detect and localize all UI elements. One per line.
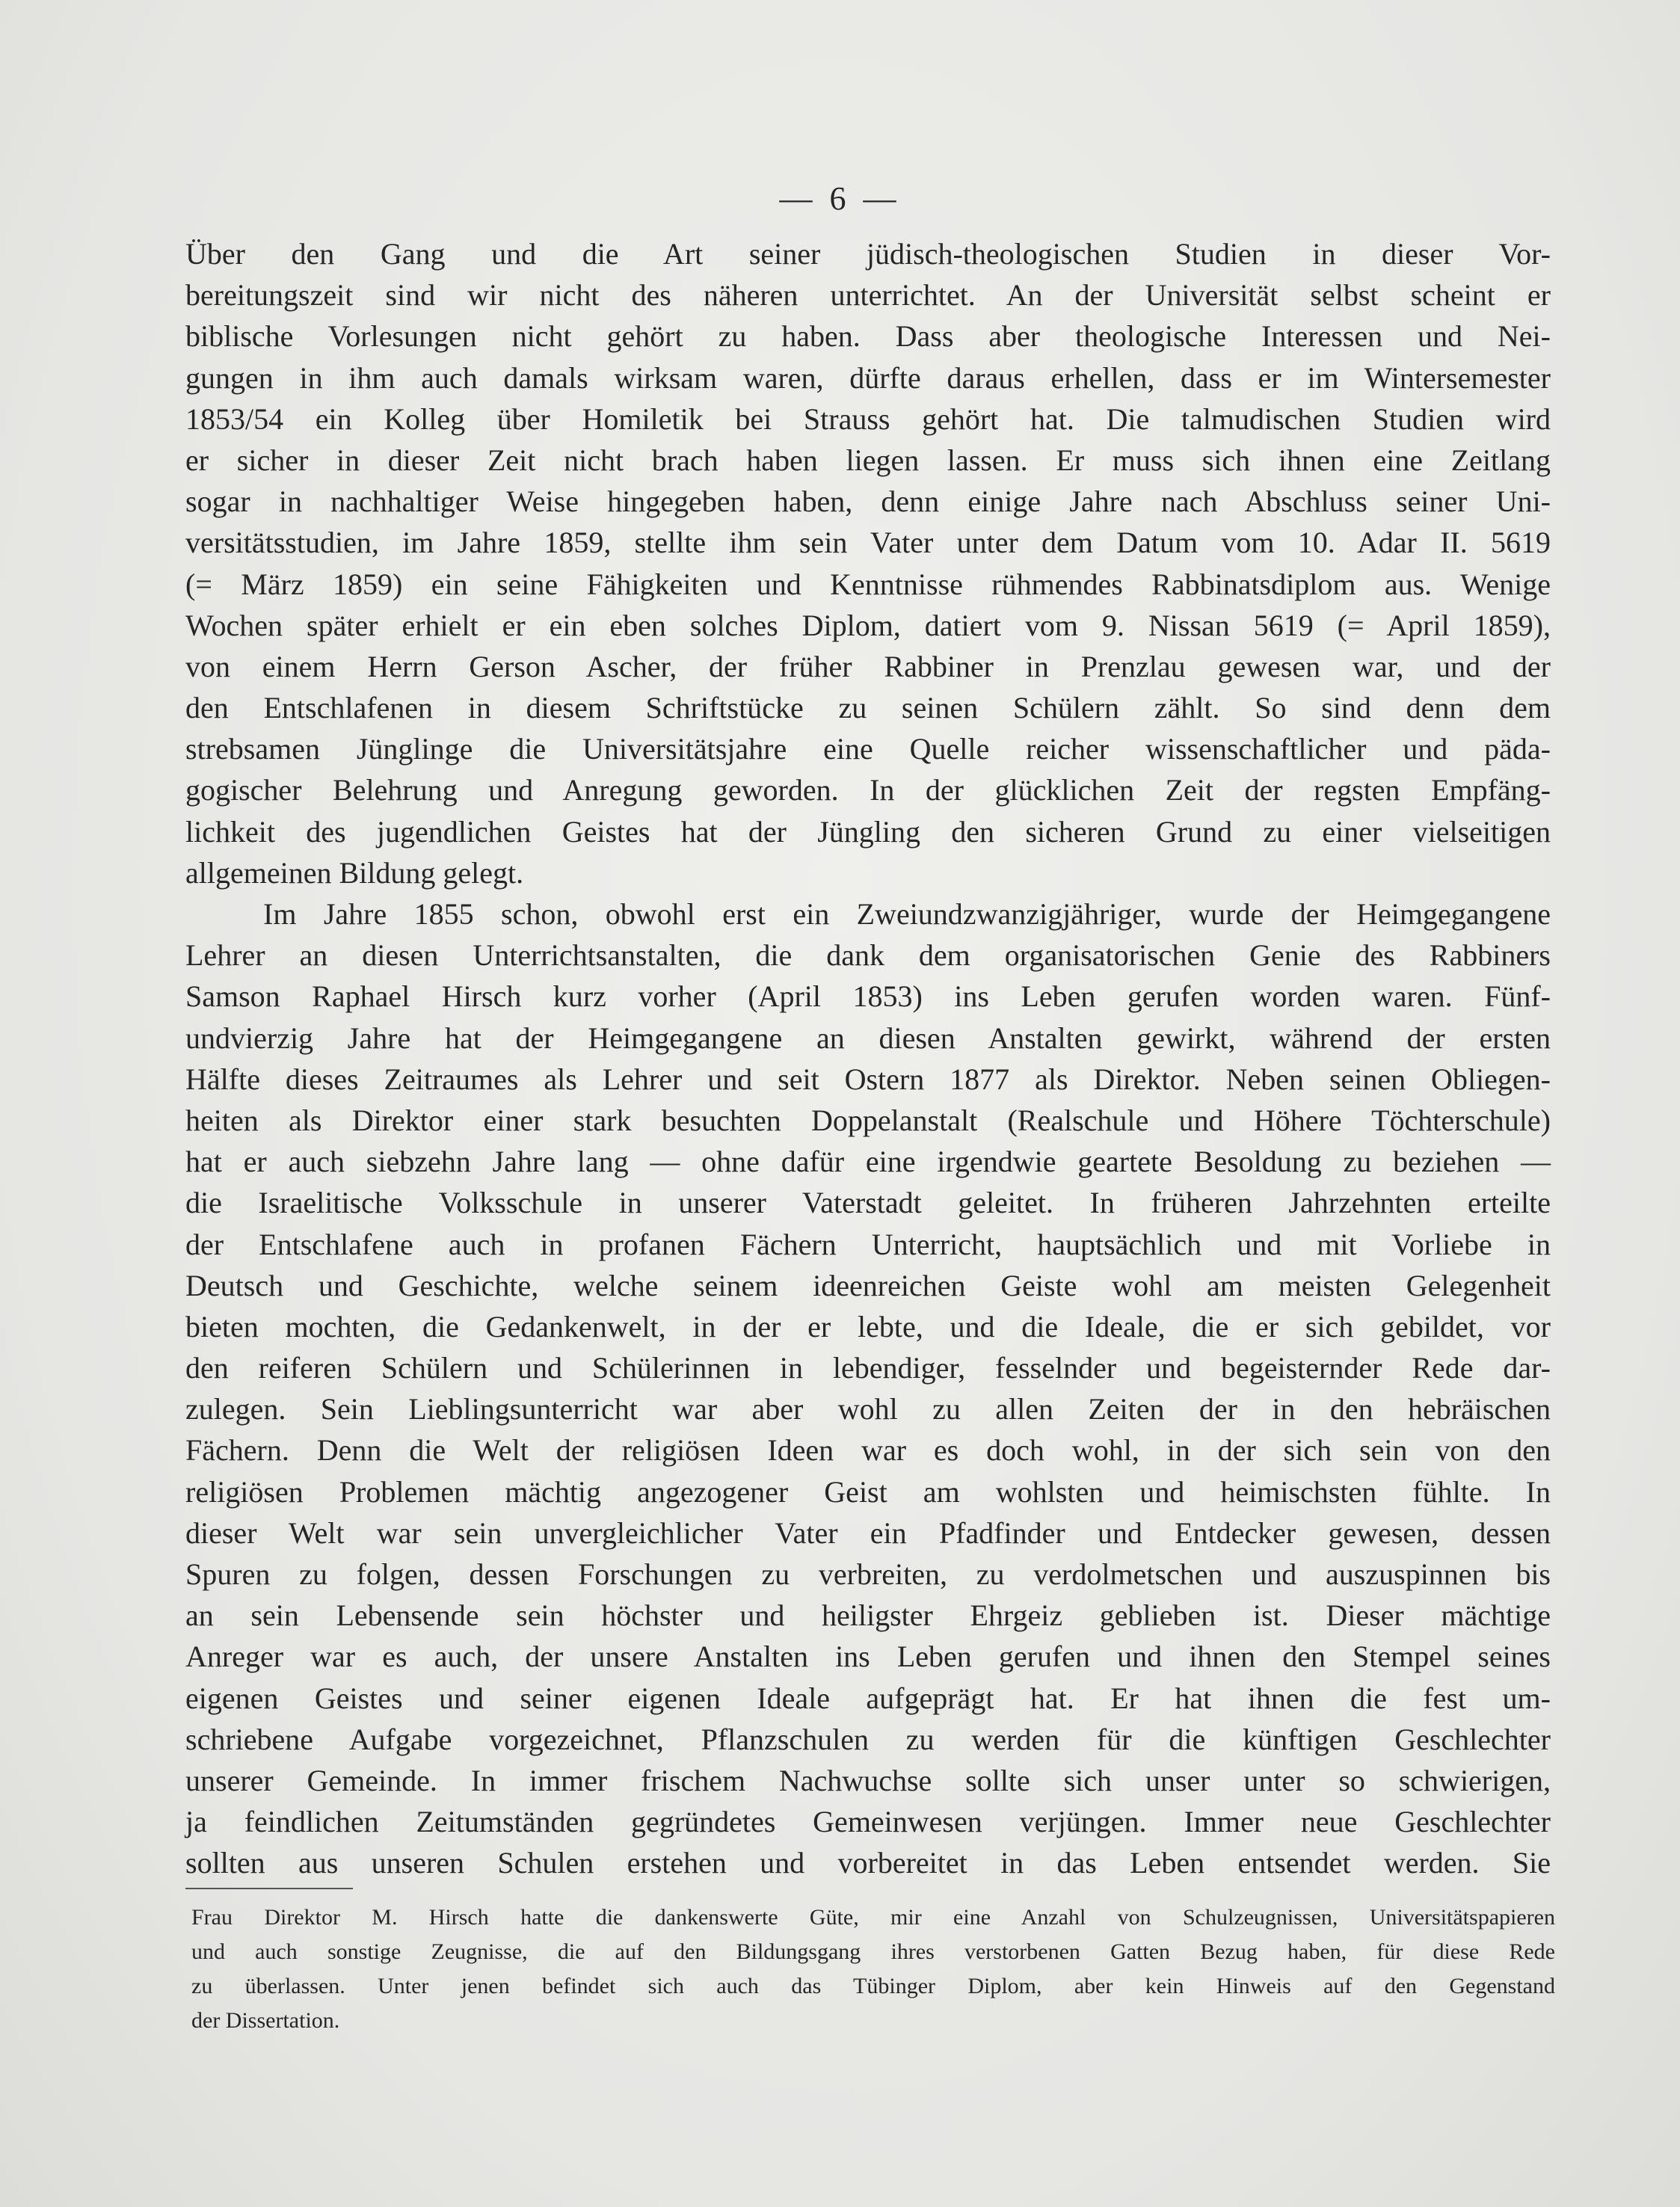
text-line: ja feindlichen Zeitumständen gegründetes Gemeinwesen verjüngen. Immer neue Geschlechter (185, 1805, 1551, 1839)
text-line: biblische Vorlesungen nicht gehört zu haben. Dass aber theologische Interessen und Nei- (185, 319, 1551, 354)
text-line: den reiferen Schülern und Schülerinnen in lebendiger, fesselnder und begeisternder Rede dar- (185, 1351, 1551, 1385)
text-line: undvierzig Jahre hat der Heimgegangene an diesen Anstalten gewirkt, während der ersten (185, 1021, 1551, 1055)
footnote-divider (185, 1888, 353, 1889)
footnote-line: Frau Direktor M. Hirsch hatte die dankenswerte Güte, mir eine Anzahl von Schulzeugnissen, Universitätspapieren (191, 1905, 1555, 1930)
text-line: Samson Raphael Hirsch kurz vorher (April 1853) ins Leben gerufen worden waren. Fünf- (185, 979, 1551, 1014)
text-line: er sicher in dieser Zeit nicht brach haben liegen lassen. Er muss sich ihnen eine Zeitlang (185, 443, 1551, 477)
text-line: heiten als Direktor einer stark besuchten Doppelanstalt (Realschule und Höhere Töchterschule) (185, 1103, 1551, 1137)
text-line: zulegen. Sein Lieblingsunterricht war aber wohl zu allen Zeiten der in den hebräischen (185, 1392, 1551, 1426)
text-line: hat er auch siebzehn Jahre lang — ohne dafür eine irgendwie geartete Besoldung zu beziehen — (185, 1145, 1551, 1179)
text-line: versitätsstudien, im Jahre 1859, stellte ihm sein Vater unter dem Datum vom 10. Adar II. 5619 (185, 526, 1551, 560)
text-line: bereitungszeit sind wir nicht des näheren unterrichtet. An der Universität selbst scheint er (185, 278, 1551, 313)
text-line: schriebene Aufgabe vorgezeichnet, Pflanzschulen zu werden für die künftigen Geschlechter (185, 1722, 1551, 1756)
text-line: Wochen später erhielt er ein eben solches Diplom, datiert vom 9. Nissan 5619 (= April 1859), (185, 608, 1551, 642)
body-text (185, 233, 1551, 1884)
footnote-line: der Dissertation. (191, 2008, 340, 2033)
text-line: von einem Herrn Gerson Ascher, der früher Rabbiner in Prenzlau gewesen war, und der (185, 649, 1551, 683)
text-line: Hälfte dieses Zeitraumes als Lehrer und seit Ostern 1877 als Direktor. Neben seinen Obliegen- (185, 1062, 1551, 1096)
text-line: an sein Lebensende sein höchster und heiligster Ehrgeiz geblieben ist. Dieser mächtige (185, 1598, 1551, 1633)
text-line: Über den Gang und die Art seiner jüdisch-theologischen Studien in dieser Vor- (185, 237, 1551, 271)
text-line: unserer Gemeinde. In immer frischem Nachwuchse sollte sich unser unter so schwierigen, (185, 1763, 1551, 1797)
text-line: gogischer Belehrung und Anregung geworden. In der glücklichen Zeit der regsten Empfäng- (185, 773, 1551, 807)
text-line: sogar in nachhaltiger Weise hingegeben haben, denn einige Jahre nach Abschluss seiner Uni- (185, 484, 1551, 519)
paragraph-start-line: Im Jahre 1855 schon, obwohl erst ein Zweiundzwanzigjähriger, wurde der Heimgegangene (263, 897, 1551, 931)
text-line: der Entschlafene auch in profanen Fächern Unterricht, hauptsächlich und mit Vorliebe in (185, 1227, 1551, 1261)
text-line: die Israelitische Volksschule in unserer Vaterstadt geleitet. In früheren Jahrzehnten erteilte (185, 1186, 1551, 1220)
footnote (191, 1900, 1555, 2038)
text-line: sollten aus unseren Schulen erstehen und vorbereitet in das Leben entsendet werden. Sie (185, 1846, 1551, 1880)
page-number: — 6 — (779, 180, 901, 217)
footnote-line: und auch sonstige Zeugnisse, die auf den Bildungsgang ihres verstorbenen Gatten Bezug haben, für diese Rede (191, 1939, 1555, 1964)
text-line: den Entschlafenen in diesem Schriftstücke zu seinen Schülern zählt. So sind denn dem (185, 691, 1551, 725)
text-line: dieser Welt war sein unvergleichlicher Vater ein Pfadfinder und Entdecker gewesen, dessen (185, 1515, 1551, 1550)
text-line: Lehrer an diesen Unterrichtsanstalten, die dank dem organisatorischen Genie des Rabbiners (185, 938, 1551, 973)
text-line: strebsamen Jünglinge die Universitätsjahre eine Quelle reicher wissenschaftlicher und päda- (185, 732, 1551, 766)
text-line: 1853/54 ein Kolleg über Homiletik bei Strauss gehört hat. Die talmudischen Studien wird (185, 401, 1551, 436)
text-line: religiösen Problemen mächtig angezogener Geist am wohlsten und heimischsten fühlte. In (185, 1474, 1551, 1509)
text-line: Deutsch und Geschichte, welche seinem ideenreichen Geiste wohl am meisten Gelegenheit (185, 1268, 1551, 1302)
text-line: bieten mochten, die Gedankenwelt, in der er lebte, und die Ideale, die er sich gebildet, vor (185, 1309, 1551, 1343)
text-line: Spuren zu folgen, dessen Forschungen zu verbreiten, zu verdolmetschen und auszuspinnen bis (185, 1557, 1551, 1591)
text-line: gungen in ihm auch damals wirksam waren, dürfte daraus erhellen, dass er im Wintersemester (185, 360, 1551, 395)
text-line: allgemeinen Bildung gelegt. (185, 855, 524, 890)
text-line: (= März 1859) ein seine Fähigkeiten und Kenntnisse rühmendes Rabbinatsdiplom aus. Wenige (185, 567, 1551, 601)
footnote-line: zu überlassen. Unter jenen befindet sich auch das Tübinger Diplom, aber kein Hinweis auf den Gegenstand (191, 1974, 1555, 1998)
text-line: Anreger war es auch, der unsere Anstalten ins Leben gerufen und ihnen den Stempel seines (185, 1640, 1551, 1674)
text-line: eigenen Geistes und seiner eigenen Ideale aufgeprägt hat. Er hat ihnen die fest um- (185, 1681, 1551, 1715)
text-line: Fächern. Denn die Welt der religiösen Ideen war es doch wohl, in der sich sein von den (185, 1433, 1551, 1468)
text-line: lichkeit des jugendlichen Geistes hat der Jüngling den sicheren Grund zu einer vielseitigen (185, 814, 1551, 849)
